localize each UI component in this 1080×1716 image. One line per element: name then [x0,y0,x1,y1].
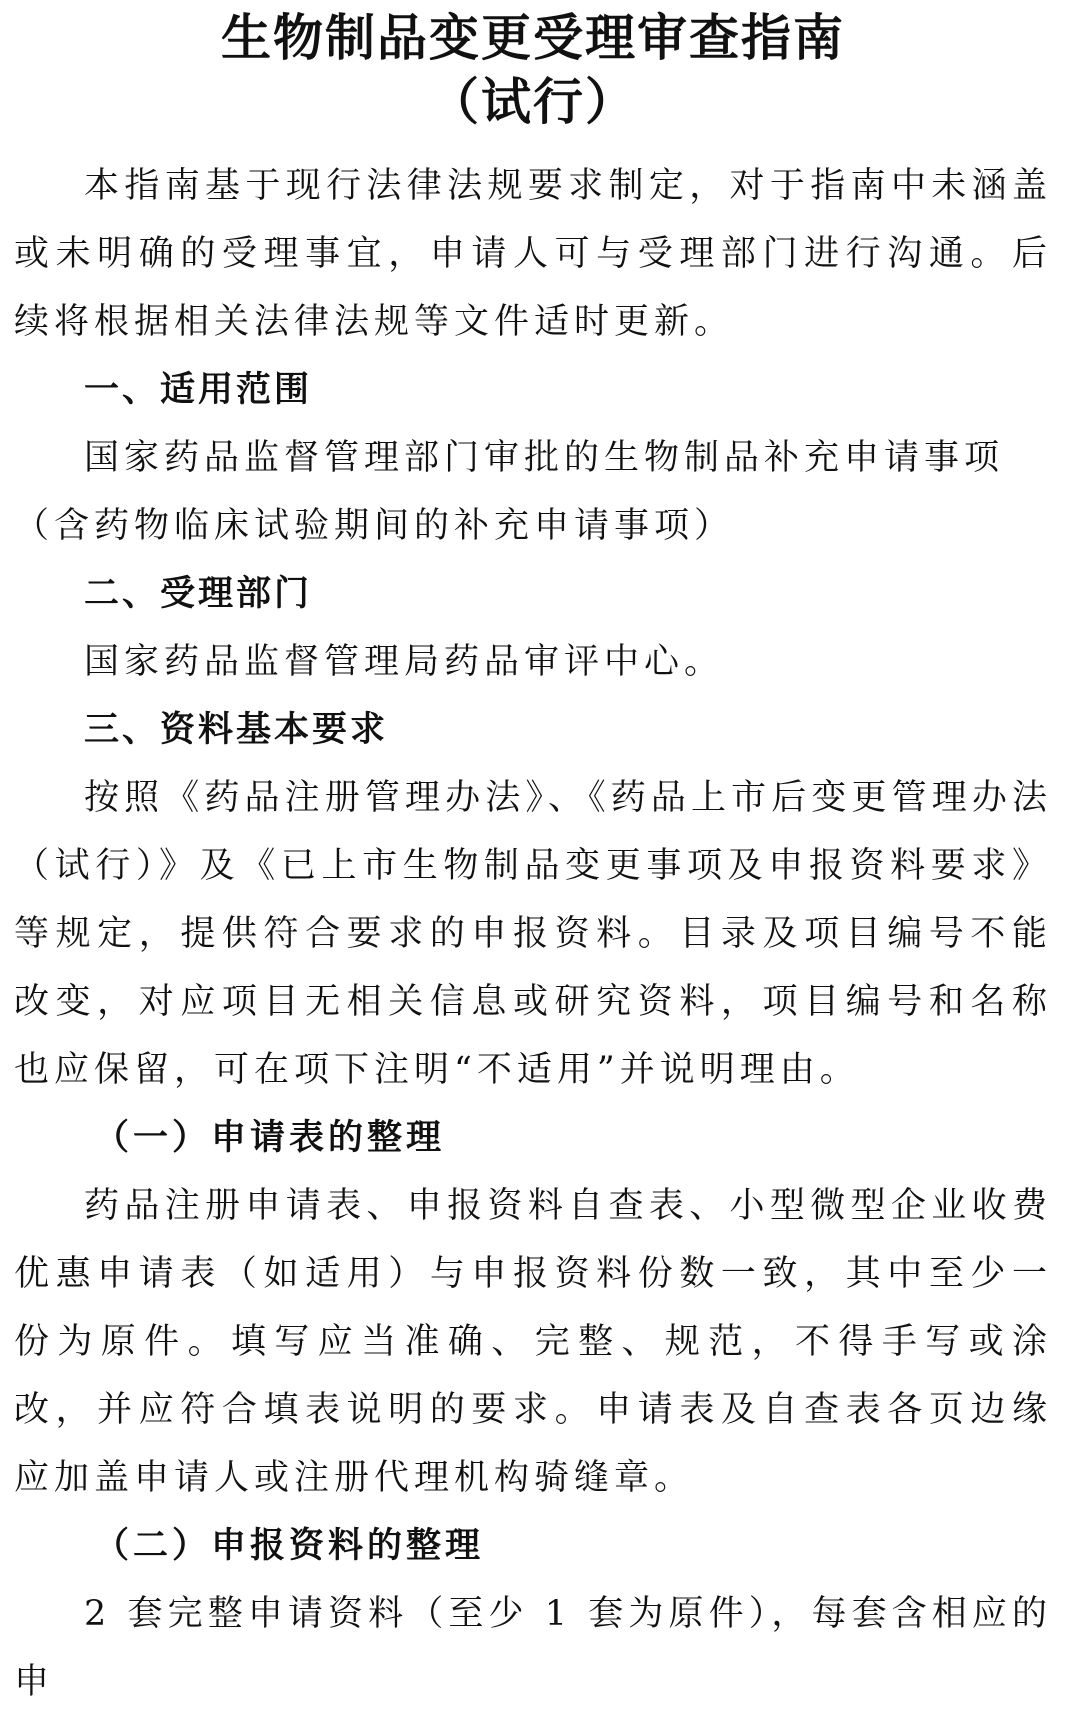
department-paragraph: 国家药品监督管理局药品审评中心。 [84,642,725,682]
section-heading-requirements: 三、资料基本要求 [84,710,389,750]
section-heading-scope: 一、适用范围 [84,370,313,410]
requirements-paragraph: 按照《药品注册管理办法》、《药品上市后变更管理办法（试行）》及《已上市生物制品变更事项及申报资料要求》等规定，提供符合要求的申报资料。目录及项目编号不能改变，对应项目无相关信息或研究资料，项目编号和名称也应保留，可在项下注明“不适用”并说明理由。 [14,778,1052,1090]
intro-paragraph: 本指南基于现行法律法规要求制定，对于指南中未涵盖或未明确的受理事宜，申请人可与受理部门进行沟通。后续将根据相关法律法规等文件适时更新。 [14,166,1052,342]
materials-paragraph: 2 套完整申请资料（至少 1 套为原件），每套含相应的申 [14,1594,1052,1702]
scope-paragraph: 国家药品监督管理部门审批的生物制品补充申请事项 [84,438,1005,478]
subsection-heading-application-form: （一）申请表的整理 [94,1117,446,1158]
document-subtitle: （试行） [429,73,637,131]
document-title: 生物制品变更受理审查指南 [221,9,845,67]
application-form-paragraph: 药品注册申请表、申报资料自查表、小型微型企业收费优惠申请表（如适用）与申报资料份数一致，其中至少一份为原件。填写应当准确、完整、规范，不得手写或涂改，并应符合填表说明的要求。申请表及自查表各页边缘应加盖申请人或注册代理机构骑缝章。 [14,1186,1052,1498]
scope-paragraph-continued: （含药物临床试验期间的补充申请事项） [14,506,735,546]
subsection-heading-materials: （二）申报资料的整理 [94,1525,485,1566]
section-heading-department: 二、受理部门 [84,574,313,614]
